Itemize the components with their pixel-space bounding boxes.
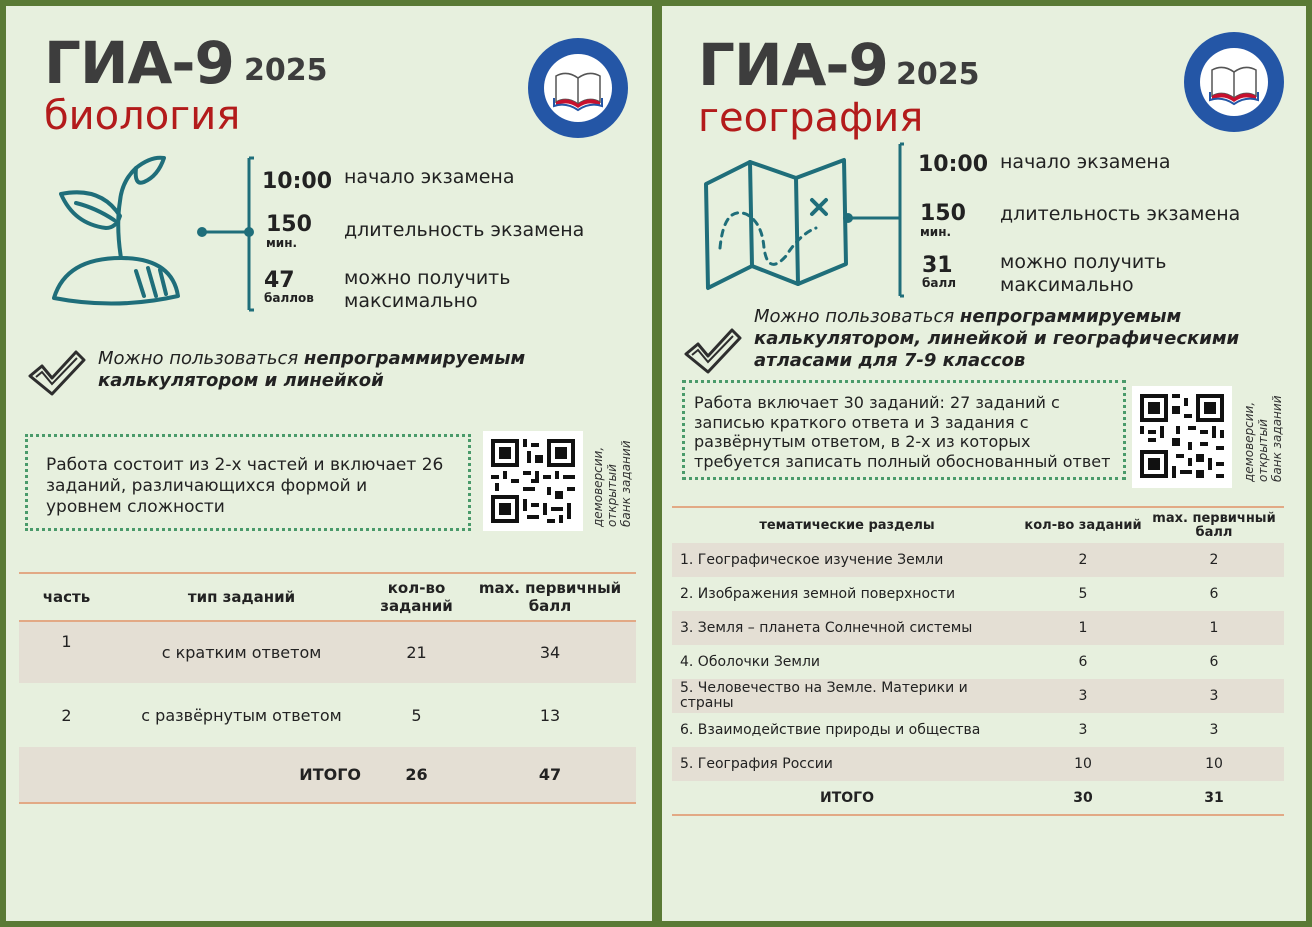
exam-year: 2025: [244, 53, 328, 88]
duration-value: 150: [266, 212, 312, 237]
table-total-row: ИТОГО 26 47: [19, 747, 636, 803]
duration-unit: мин.: [266, 236, 298, 250]
checkmark-icon: [26, 346, 86, 402]
max-score-value: 31: [922, 253, 953, 278]
table-row: 2. Изображения земной поверхности 5 6: [680, 585, 1219, 602]
duration-value: 150: [920, 201, 966, 226]
exam-structure-box: [682, 380, 1126, 480]
subject-title: география: [698, 95, 924, 141]
tasks-table: [19, 572, 636, 804]
column-header: часть: [19, 573, 114, 621]
allowed-tools-note: Можно пользоваться непрограммируемым калькулятором, линейкой и географическими атласами для 7-9 классов: [754, 306, 1240, 371]
exam-structure-text: Работа включает 30 заданий: 27 заданий с записью краткого ответа и 3 задания с развёрнутым ответом, в 2-х из которых требуется записать полный обоснованный ответ: [694, 393, 1111, 471]
exam-structure-text: Работа состоит из 2-х частей и включает 26 заданий, различающихся формой и уровнем сложности: [46, 455, 444, 517]
subject-title: биология: [44, 93, 241, 139]
duration-label: длительность экзамена: [1000, 203, 1241, 225]
column-header: тип заданий: [114, 573, 369, 621]
column-header: тематические разделы: [672, 507, 1022, 543]
column-header: max. первичный балл: [1144, 507, 1284, 543]
column-header: кол-во заданий: [1022, 507, 1144, 543]
demo-link-caption: демоверсии, открытый банк заданий: [591, 440, 633, 527]
ministry-emblem-icon: [1182, 30, 1286, 134]
max-score-value: 47: [264, 268, 295, 293]
ministry-emblem-icon: [526, 36, 630, 140]
start-time: 10:00: [262, 169, 333, 194]
checkmark-icon: [682, 324, 742, 380]
table-row: 2 с развёрнутым ответом 5 13: [61, 705, 561, 725]
demo-link-caption: демоверсии, открытый банк заданий: [1242, 395, 1284, 482]
table-row: 5. География России 10 10: [672, 747, 1284, 781]
table-row: 6. Взаимодействие природы и общества 3 3: [680, 721, 1219, 738]
max-score-label: можно получить максимально: [1000, 251, 1167, 296]
table-row: 1. Географическое изучение Земли 2 2: [672, 543, 1284, 577]
duration-label: длительность экзамена: [344, 219, 585, 241]
exam-title: ГИА-9: [44, 29, 234, 97]
table-row: 4. Оболочки Земли 6 6: [680, 653, 1219, 670]
table-row: 1 с кратким ответом 21 34: [19, 621, 636, 683]
max-score-label: можно получить максимально: [344, 267, 511, 312]
exam-structure-box: [25, 434, 471, 531]
max-score-unit: балл: [922, 276, 957, 290]
table-row: 3. Земля – планета Солнечной системы 1 1: [672, 611, 1284, 645]
biology-panel: [6, 6, 652, 921]
geography-panel: [662, 6, 1306, 921]
map-icon: [702, 156, 852, 292]
table-row: 5. Человечество на Земле. Материки и страны 3 3: [672, 679, 1284, 713]
start-time: 10:00: [918, 152, 989, 177]
duration-unit: мин.: [920, 225, 952, 239]
exam-year: 2025: [896, 57, 980, 92]
start-time-label: начало экзамена: [344, 166, 515, 188]
stats-bracket: [196, 156, 256, 312]
column-header: max. первичный балл: [464, 573, 636, 621]
sprout-icon: [46, 146, 186, 311]
allowed-tools-note: Можно пользоваться непрограммируемым калькулятором и линейкой: [98, 348, 526, 391]
column-header: кол-во заданий: [369, 573, 464, 621]
table-total-row: ИТОГО 30 31: [672, 781, 1284, 815]
qr-code-icon[interactable]: [1132, 386, 1232, 488]
start-time-label: начало экзамена: [1000, 151, 1171, 173]
stats-bracket: [842, 142, 904, 298]
topics-table: [672, 506, 1284, 816]
qr-code-icon[interactable]: [483, 431, 583, 531]
exam-title: ГИА-9: [698, 31, 888, 99]
max-score-unit: баллов: [264, 291, 314, 305]
